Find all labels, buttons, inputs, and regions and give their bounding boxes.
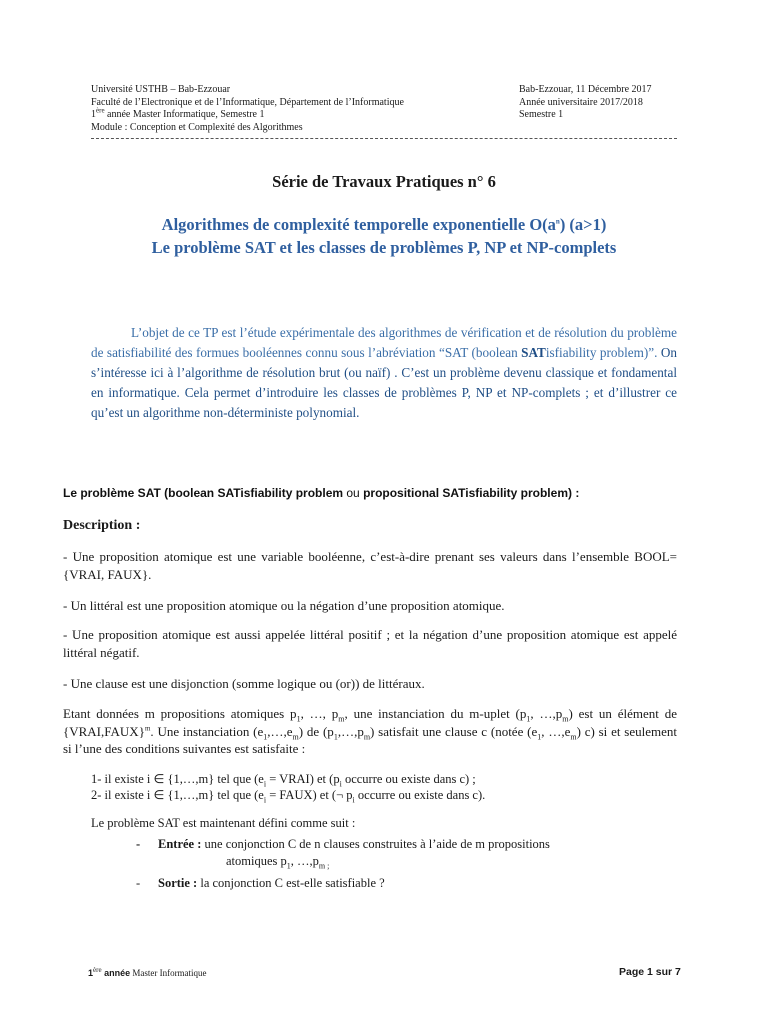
definition-atomic-proposition: - Une proposition atomique est une variable booléenne, c’est-à-dire prenant ses valeurs dans l’ensemble BOOL={VRAI, FAUX}. <box>63 549 677 582</box>
header-module: Module : Conception et Complexité des Algorithmes <box>91 121 303 133</box>
bullet-dash: - <box>136 876 141 890</box>
footer-left: 1ère année Master Informatique <box>88 966 207 978</box>
definition-instanciation: Etant données m propositions atomiques $p_1$, …, $p_m$, une instanciation du m-uplet ($p_1$, $\dots,p_m$) est un élément de {VRAI,FAUX}$^m$. Une instanciation $(e_1,\dots,e_m)$ de $(p_1,\dots,p_m)$ satisfait une clause c (notée ($e_1$, $\dots,e_m$) c) si et seulement si l’une des conditions suivantes est satisfaite : <box>63 706 678 756</box>
header-semester: Semestre 1 <box>519 109 564 121</box>
description-heading: Description : <box>63 518 141 533</box>
serie-title: Série de Travaux Pratiques n° 6 <box>272 172 496 191</box>
header-university: Université USTHB – Bab-Ezzouar <box>91 84 231 95</box>
header-left <box>91 84 511 134</box>
sat-heading: Le problème SAT (boolean SATisfiability problem ou propositional SATisfiability problem) : <box>63 486 580 500</box>
header-academic-year: Année universitaire 2017/2018 <box>519 96 643 108</box>
output-item: - Sortie : la conjonction C est-elle satisfiable ? <box>136 876 385 890</box>
header-year: 1ère année Master Informatique, Semestre 1 <box>91 106 265 121</box>
definition-positive-literal: - Une proposition atomique est aussi appelée littéral positif ; et la négation d’une proposition atomique est appelé littéral négatif. <box>63 627 677 660</box>
header-faculty: Faculté de l’Electronique et de l’Informatique, Département de l’Informatique <box>91 96 404 108</box>
bullet-dash: - <box>136 837 141 851</box>
input-item: - Entrée : une conjonction C de n clauses construites à l’aide de m propositions atomiques $p_1$, $\dots,p_{m ;}$ <box>136 837 550 871</box>
subtitle: Le problème SAT et les classes de problèmes P, NP et NP-complets <box>151 238 617 257</box>
page-number: Page 1 sur 7 <box>619 966 681 978</box>
conditions-list <box>91 771 485 803</box>
header-divider <box>91 138 677 139</box>
problem-definition-intro: Le problème SAT est maintenant défini comme suit : <box>91 816 356 830</box>
header-right <box>519 84 699 122</box>
condition-1: 1- il existe i ∈ {1,…,m} tel que ($e_i$ = VRAI) et ($p_i$ occurre ou existe dans c) ; <box>91 772 476 789</box>
definition-clause: - Une clause est une disjonction (somme logique ou (or)) de littéraux. <box>63 676 425 691</box>
definition-literal: - Un littéral est une proposition atomique ou la négation d’une proposition atomique. <box>63 598 505 613</box>
header-date: Bab-Ezzouar, 11 Décembre 2017 <box>519 84 652 95</box>
condition-2: 2- il existe i ∈ {1,…,m} tel que ($e_i$ = FAUX) et (¬ $p_i$ occurre ou existe dans c). <box>91 788 486 805</box>
intro-paragraph: L’objet de ce TP est l’étude expérimentale des algorithmes de vérification et de résolution du problème de satisfiabilité des formues booléennes connu sous l’abréviation “SAT (boolean SATisfiability problem)”. On s’intéresse ici à l’algorithme de résolution brut (ou naïf) . C’est un problème devenu classique et fondamental en informatique. Cela permet d’introduire les classes de problèmes P, NP et NP-complets ; et d’illustrer ce qu’est un algorithme non-déterministe polynomial. <box>91 325 677 420</box>
main-title: Algorithmes de complexité temporelle exponentielle $O(a^n)$ (a>1) <box>161 215 607 234</box>
